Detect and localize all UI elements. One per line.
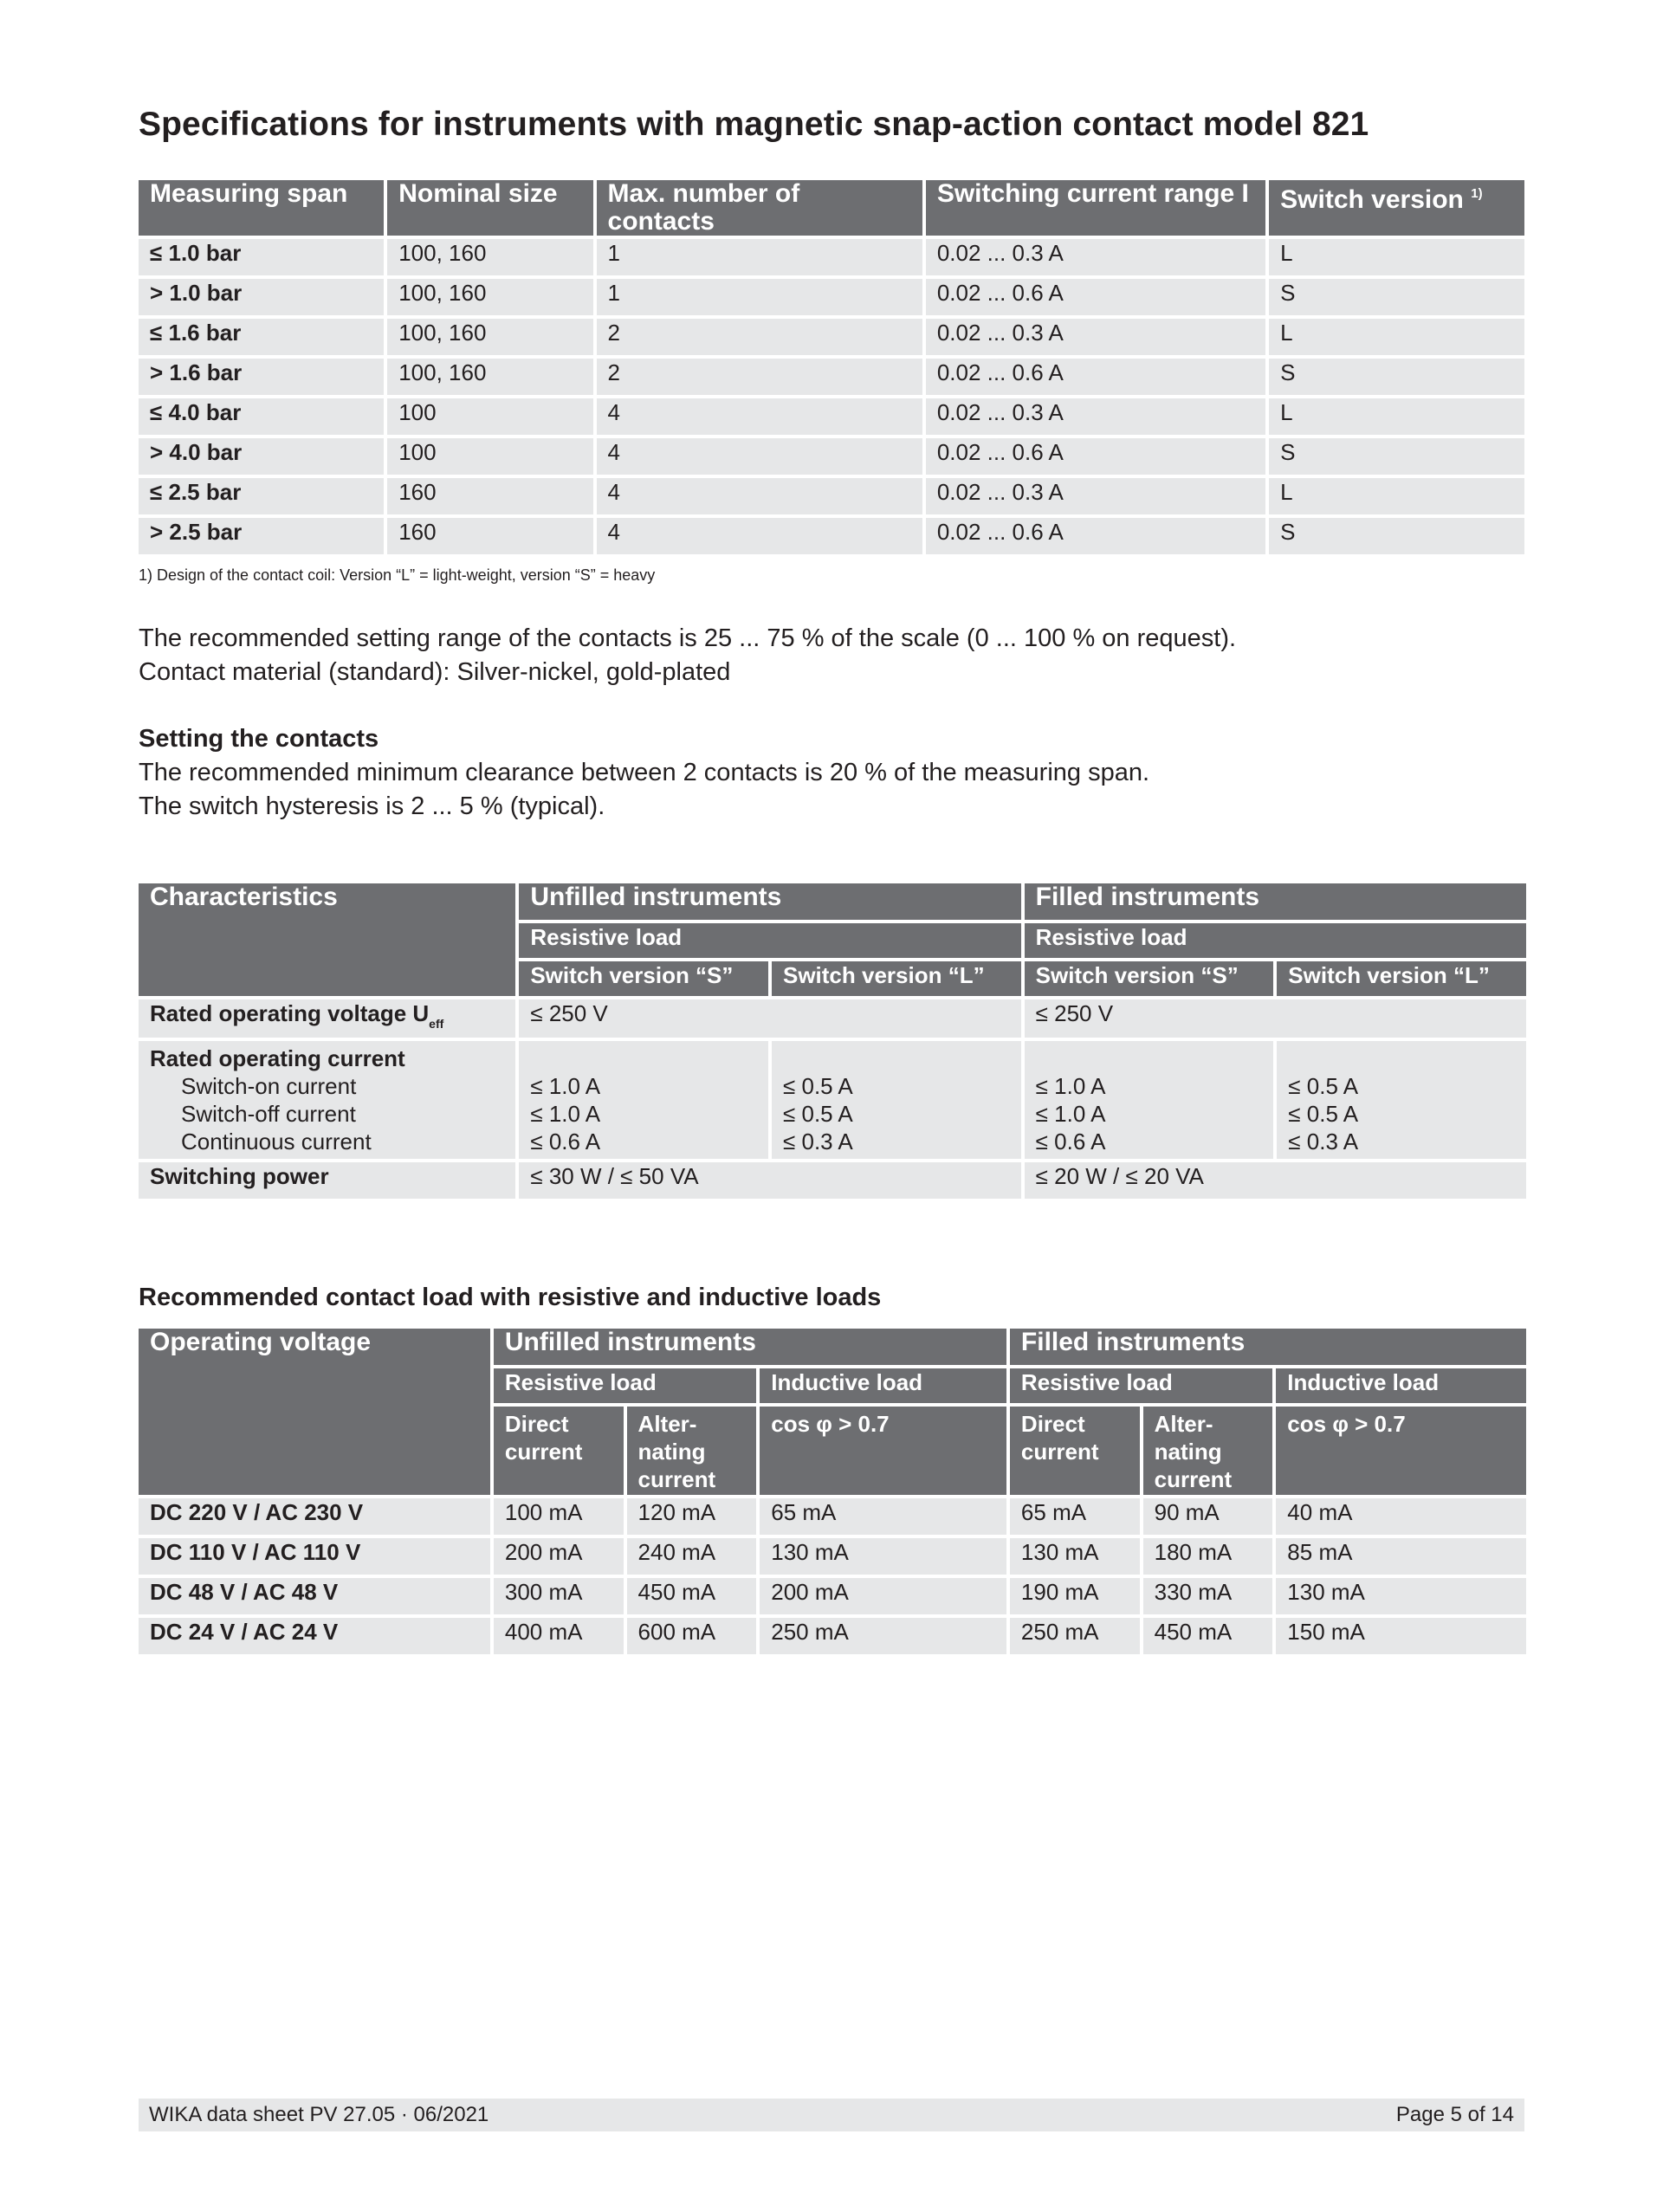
column-header-label: Switch version [1280,185,1464,214]
table-header-row [139,180,1524,236]
table-cell: > 1.0 bar [139,279,384,315]
column-header: Characteristics [139,883,515,996]
table-cell: ≤ 250 V [519,999,1020,1038]
table-row [139,1578,1526,1614]
header-line: current [504,1439,583,1465]
table-cell [772,1041,1021,1159]
table-cell: 0.02 ... 0.6 A [926,518,1265,554]
table-cell: L [1269,319,1524,355]
table-cell: 0.02 ... 0.3 A [926,478,1265,514]
table-cell: 400 mA [494,1618,624,1654]
row-sublabel: Continuous current [181,1129,372,1155]
table-cell: 190 mA [1010,1578,1140,1614]
row-sublabel: Switch-on current [181,1073,357,1099]
table-row [139,1618,1526,1654]
table-cell: 1 [597,279,922,315]
value-line: ≤ 1.0 A [1035,1073,1106,1099]
value-line: ≤ 1.0 A [1035,1101,1106,1127]
column-header: Operating voltage [139,1329,490,1495]
table-cell: 100, 160 [387,359,592,395]
table-row [139,1498,1526,1535]
row-label-text: Rated operating current [150,1045,405,1071]
value-line: ≤ 0.5 A [1288,1073,1359,1099]
row-label [139,999,515,1038]
column-header [1269,180,1524,236]
table-cell: 250 mA [760,1618,1006,1654]
section-title: Recommended contact load with resistive and inductive loads [139,1284,882,1311]
column-header: Nominal size [387,180,592,236]
page-footer [139,2099,1524,2131]
value-line: ≤ 0.5 A [782,1101,853,1127]
table-cell: 4 [597,438,922,475]
table-row [139,319,1524,355]
column-header: Resistive load [1010,1368,1272,1403]
table-cell: ≤ 1.0 bar [139,239,384,275]
header-line: Alter- [637,1411,697,1437]
table-cell: ≤ 1.6 bar [139,319,384,355]
column-header [627,1407,757,1495]
value-line: ≤ 1.0 A [530,1101,601,1127]
footnote-marker: 1) [1471,186,1483,201]
table-cell: 130 mA [1276,1578,1526,1614]
column-header: Inductive load [760,1368,1006,1403]
value-line: ≤ 0.5 A [782,1073,853,1099]
table-cell: 0.02 ... 0.3 A [926,398,1265,435]
column-header: Resistive load [1025,923,1526,958]
footer-document-id: WIKA data sheet PV 27.05 · 06/2021 [149,2103,489,2126]
table-cell: 0.02 ... 0.3 A [926,319,1265,355]
table-cell: > 1.6 bar [139,359,384,395]
table-cell: 600 mA [627,1618,757,1654]
value-line: ≤ 0.6 A [1035,1129,1106,1155]
column-header: cos φ > 0.7 [760,1407,1006,1495]
table-cell: 100, 160 [387,279,592,315]
column-header: Switch version “L” [772,961,1021,996]
row-label: DC 110 V / AC 110 V [139,1538,490,1575]
table-cell: ≤ 4.0 bar [139,398,384,435]
table-row [139,359,1524,395]
header-line: current [1154,1466,1233,1492]
footnote: 1) Design of the contact coil: Version “L” = light-weight, version “S” = heavy [139,566,656,584]
header-line: Alter- [1154,1411,1213,1437]
table-cell: 240 mA [627,1538,757,1575]
table-cell [1025,1041,1274,1159]
table-cell: 40 mA [1276,1498,1526,1535]
table-cell: 1 [597,239,922,275]
table-cell: 160 [387,478,592,514]
characteristics-table [135,880,1530,1202]
table-cell: 450 mA [627,1578,757,1614]
table-cell: 0.02 ... 0.6 A [926,279,1265,315]
table-cell [1277,1041,1526,1159]
table-cell: 100, 160 [387,319,592,355]
value-line: ≤ 0.3 A [1288,1129,1359,1155]
table-row [139,999,1526,1038]
setting-range-paragraph [139,622,1236,689]
table-cell: 65 mA [1010,1498,1140,1535]
text-line: Contact material (standard): Silver-nickel, gold-plated [139,658,731,686]
contact-load-table [135,1325,1530,1658]
row-label: DC 220 V / AC 230 V [139,1498,490,1535]
table-cell: 200 mA [760,1578,1006,1614]
table-row [139,1162,1526,1199]
value-line: ≤ 1.0 A [530,1073,601,1099]
page-title: Specifications for instruments with magnetic snap-action contact model 821 [139,106,1369,143]
subscript: eff [429,1017,444,1031]
table-cell: 300 mA [494,1578,624,1614]
table-cell: 250 mA [1010,1618,1140,1654]
row-label-text: Rated operating voltage U [150,1000,430,1026]
column-header: cos φ > 0.7 [1276,1407,1526,1495]
column-header: Filled instruments [1025,883,1526,920]
table-cell: 4 [597,398,922,435]
row-label: DC 24 V / AC 24 V [139,1618,490,1654]
table-cell: > 4.0 bar [139,438,384,475]
column-header: Resistive load [519,923,1020,958]
text-line: The recommended setting range of the contacts is 25 ... 75 % of the scale (0 ... 100 % on request). [139,624,1237,652]
table-cell: ≤ 2.5 bar [139,478,384,514]
table-cell: L [1269,398,1524,435]
column-header: Resistive load [494,1368,756,1403]
column-header [1010,1407,1140,1495]
row-label [139,1041,515,1159]
header-line: nating [1154,1439,1222,1465]
table-cell: ≤ 30 W / ≤ 50 VA [519,1162,1020,1199]
column-header: Max. number of contacts [597,180,922,236]
table-row [139,279,1524,315]
contact-spec-table [135,177,1528,558]
table-cell: ≤ 250 V [1025,999,1526,1038]
table-cell: 130 mA [760,1538,1006,1575]
column-header: Switch version “S” [519,961,768,996]
column-header: Switch version “S” [1025,961,1274,996]
table-cell: S [1269,438,1524,475]
column-header: Unfilled instruments [519,883,1020,920]
row-sublabel: Switch-off current [181,1101,356,1127]
table-cell: 100 [387,438,592,475]
value-line: ≤ 0.6 A [530,1129,601,1155]
table-cell: 2 [597,319,922,355]
value-line: ≤ 0.5 A [1288,1101,1359,1127]
table-cell: 330 mA [1143,1578,1273,1614]
table-row [139,1538,1526,1575]
text-line: The recommended minimum clearance between 2 contacts is 20 % of the measuring span. [139,759,1150,786]
section-heading: Setting the contacts [139,725,379,753]
table-cell: 160 [387,518,592,554]
table-header-row [139,883,1526,920]
header-line: nating [637,1439,706,1465]
column-header: Measuring span [139,180,384,236]
table-cell: 150 mA [1276,1618,1526,1654]
row-label: Switching power [139,1162,515,1199]
table-cell: 100 mA [494,1498,624,1535]
row-label: DC 48 V / AC 48 V [139,1578,490,1614]
table-cell: S [1269,359,1524,395]
table-cell: 0.02 ... 0.3 A [926,239,1265,275]
table-cell: 0.02 ... 0.6 A [926,438,1265,475]
table-cell: 120 mA [627,1498,757,1535]
table-header-row [139,1329,1526,1365]
column-header: Switching current range I [926,180,1265,236]
value-line: ≤ 0.3 A [782,1129,853,1155]
table-cell: 4 [597,518,922,554]
table-cell: 4 [597,478,922,514]
table-cell: > 2.5 bar [139,518,384,554]
setting-contacts-section [139,722,1149,824]
text-line: The switch hysteresis is 2 ... 5 % (typical). [139,792,605,820]
table-cell: 0.02 ... 0.6 A [926,359,1265,395]
column-header [1143,1407,1273,1495]
column-header [494,1407,624,1495]
table-cell: 200 mA [494,1538,624,1575]
table-cell: 130 mA [1010,1538,1140,1575]
table-cell: L [1269,478,1524,514]
table-cell: 100, 160 [387,239,592,275]
table-cell: 2 [597,359,922,395]
table-cell: ≤ 20 W / ≤ 20 VA [1025,1162,1526,1199]
table-cell: L [1269,239,1524,275]
column-header: Switch version “L” [1277,961,1526,996]
table-cell: 65 mA [760,1498,1006,1535]
table-cell: S [1269,279,1524,315]
table-cell: S [1269,518,1524,554]
table-cell: 90 mA [1143,1498,1273,1535]
header-line: Direct [1020,1411,1085,1437]
header-line: current [1020,1439,1099,1465]
table-row [139,478,1524,514]
column-header: Inductive load [1276,1368,1526,1403]
table-row [139,239,1524,275]
table-cell: 85 mA [1276,1538,1526,1575]
table-cell [519,1041,768,1159]
table-row [139,438,1524,475]
column-header: Filled instruments [1010,1329,1526,1365]
table-row [139,1041,1526,1159]
table-cell: 450 mA [1143,1618,1273,1654]
table-cell: 180 mA [1143,1538,1273,1575]
table-row [139,398,1524,435]
footer-page-number: Page 5 of 14 [1395,2103,1514,2126]
table-row [139,518,1524,554]
table-cell: 100 [387,398,592,435]
column-header: Unfilled instruments [494,1329,1006,1365]
header-line: Direct [504,1411,569,1437]
header-line: current [637,1466,716,1492]
